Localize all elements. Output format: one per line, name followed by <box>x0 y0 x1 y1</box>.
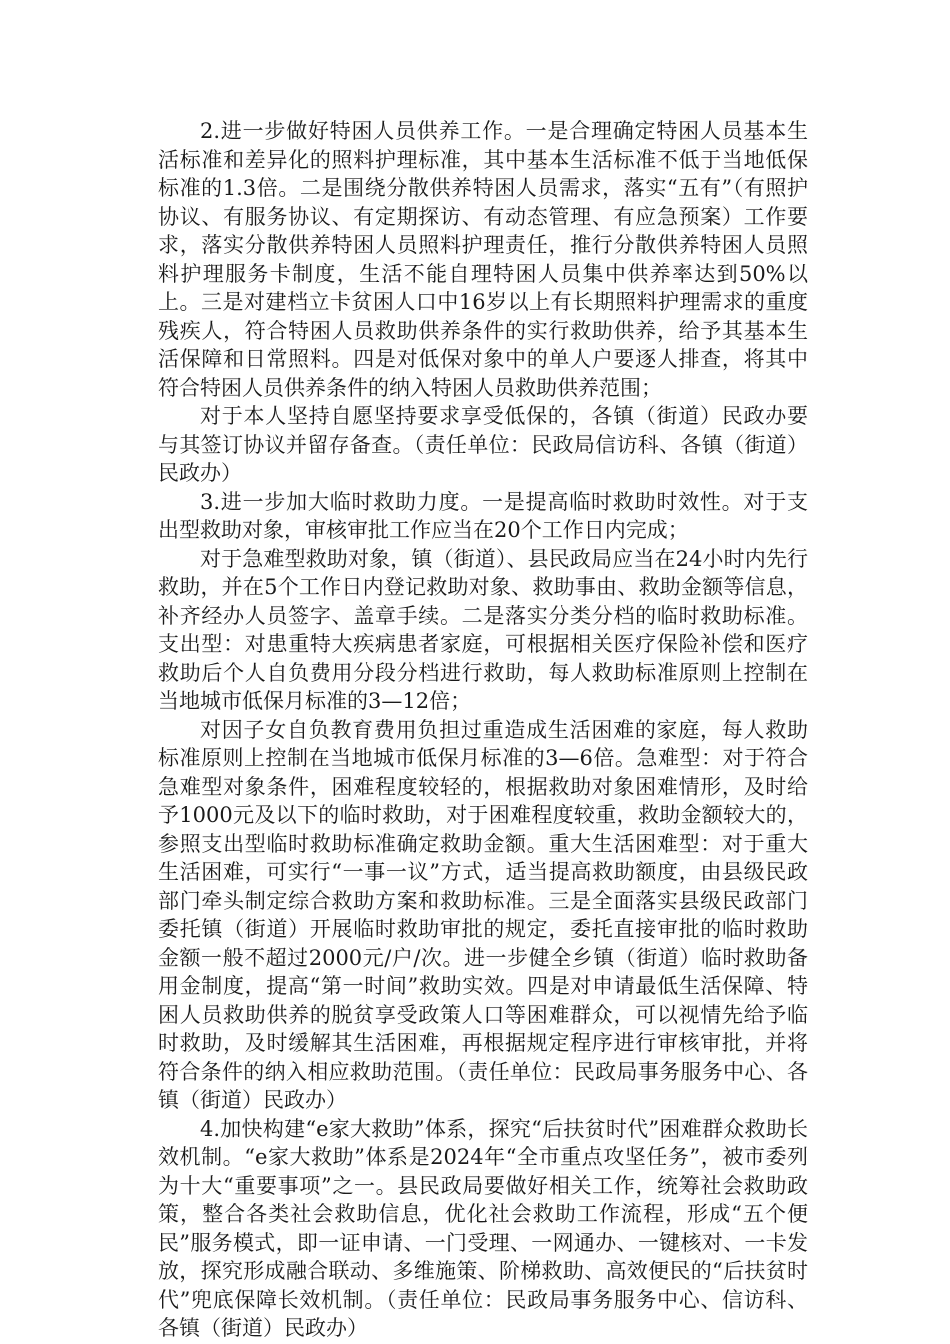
paragraph-item-2-special-poverty: 2.进一步做好特困人员供养工作。一是合理确定特困人员基本生活标准和差异化的照料护理标准，其中基本生活标准不低于当地低保标准的1.3倍。二是围绕分散供养特困人员需求，落实“五有”（有照护协议、有服务协议、有定期探访、有动态管理、有应急预案）工作要求，落实分散供养特困人员照料护理责任，推行分散供养特困人员照料护理服务卡制度，生活不能自理特困人员集中供养率达到50%以上。三是对建档立卡贫困人口中16岁以上有长期照料护理需求的重度残疾人，符合特困人员救助供养条件的实行救助供养，给予其基本生活保障和日常照料。四是对低保对象中的单人户要逐人排查，将其中符合特困人员供养条件的纳入特困人员救助供养范围； <box>158 119 808 400</box>
paragraph-emergency-aid: 对于急难型救助对象，镇（街道）、县民政局应当在24小时内先行救助，并在5个工作日内登记救助对象、救助事由、救助金额等信息，补齐经办人员签字、盖章手续。二是落实分类分档的临时救助标准。支出型：对患重特大疾病患者家庭，可根据相关医疗保险补偿和医疗救助后个人自负费用分段分档进行救助，每人救助标准原则上控制在当地城市低保月标准的3—12倍； <box>158 546 808 713</box>
document-body <box>158 117 808 1343</box>
paragraph-voluntary-low-income: 对于本人坚持自愿坚持要求享受低保的，各镇（街道）民政办要与其签订协议并留存备查。（责任单位：民政局信访科、各镇（街道）民政办） <box>158 404 808 485</box>
paragraph-item-4-e-family-aid: 4.加快构建“e家大救助”体系，探究“后扶贫时代”困难群众救助长效机制。“e家大救助”体系是2024年“全市重点攻坚任务”，被市委列为十大“重要事项”之一。县民政局要做好相关工作，统筹社会救助政策，整合各类社会救助信息，优化社会救助工作流程，形成“五个便民”服务模式，即一证申请、一门受理、一网通办、一键核对、一卡发放，探究形成融合联动、多维施策、阶梯救助、高效便民的“后扶贫时代”兜底保障长效机制。（责任单位：民政局事务服务中心、信访科、各镇（街道）民政办） <box>158 1116 808 1340</box>
paragraph-item-3-temporary-aid: 3.进一步加大临时救助力度。一是提高临时救助时效性。对于支出型救助对象，审核审批工作应当在20个工作日内完成； <box>158 489 808 542</box>
paragraph-education-burden: 对因子女自负教育费用负担过重造成生活困难的家庭，每人救助标准原则上控制在当地城市低保月标准的3—6倍。急难型：对于符合急难型对象条件，困难程度较轻的，根据救助对象困难情形，及时给予1000元及以下的临时救助，对于困难程度较重，救助金额较大的，参照支出型临时救助标准确定救助金额。重大生活困难型：对于重大生活困难，可实行“一事一议”方式，适当提高救助额度，由县级民政部门牵头制定综合救助方案和救助标准。三是全面落实县级民政部门委托镇（街道）开展临时救助审批的规定，委托直接审批的临时救助金额一般不超过2000元/户/次。进一步健全乡镇（街道）临时救助备用金制度，提高“第一时间”救助实效。四是对申请最低生活保障、特困人员救助供养的脱贫享受政策人口等困难群众，可以视情先给予临时救助，及时缓解其生活困难，再根据规定程序进行审核审批，并将符合条件的纳入相应救助范围。（责任单位：民政局事务服务中心、各镇（街道）民政办） <box>158 717 808 1112</box>
